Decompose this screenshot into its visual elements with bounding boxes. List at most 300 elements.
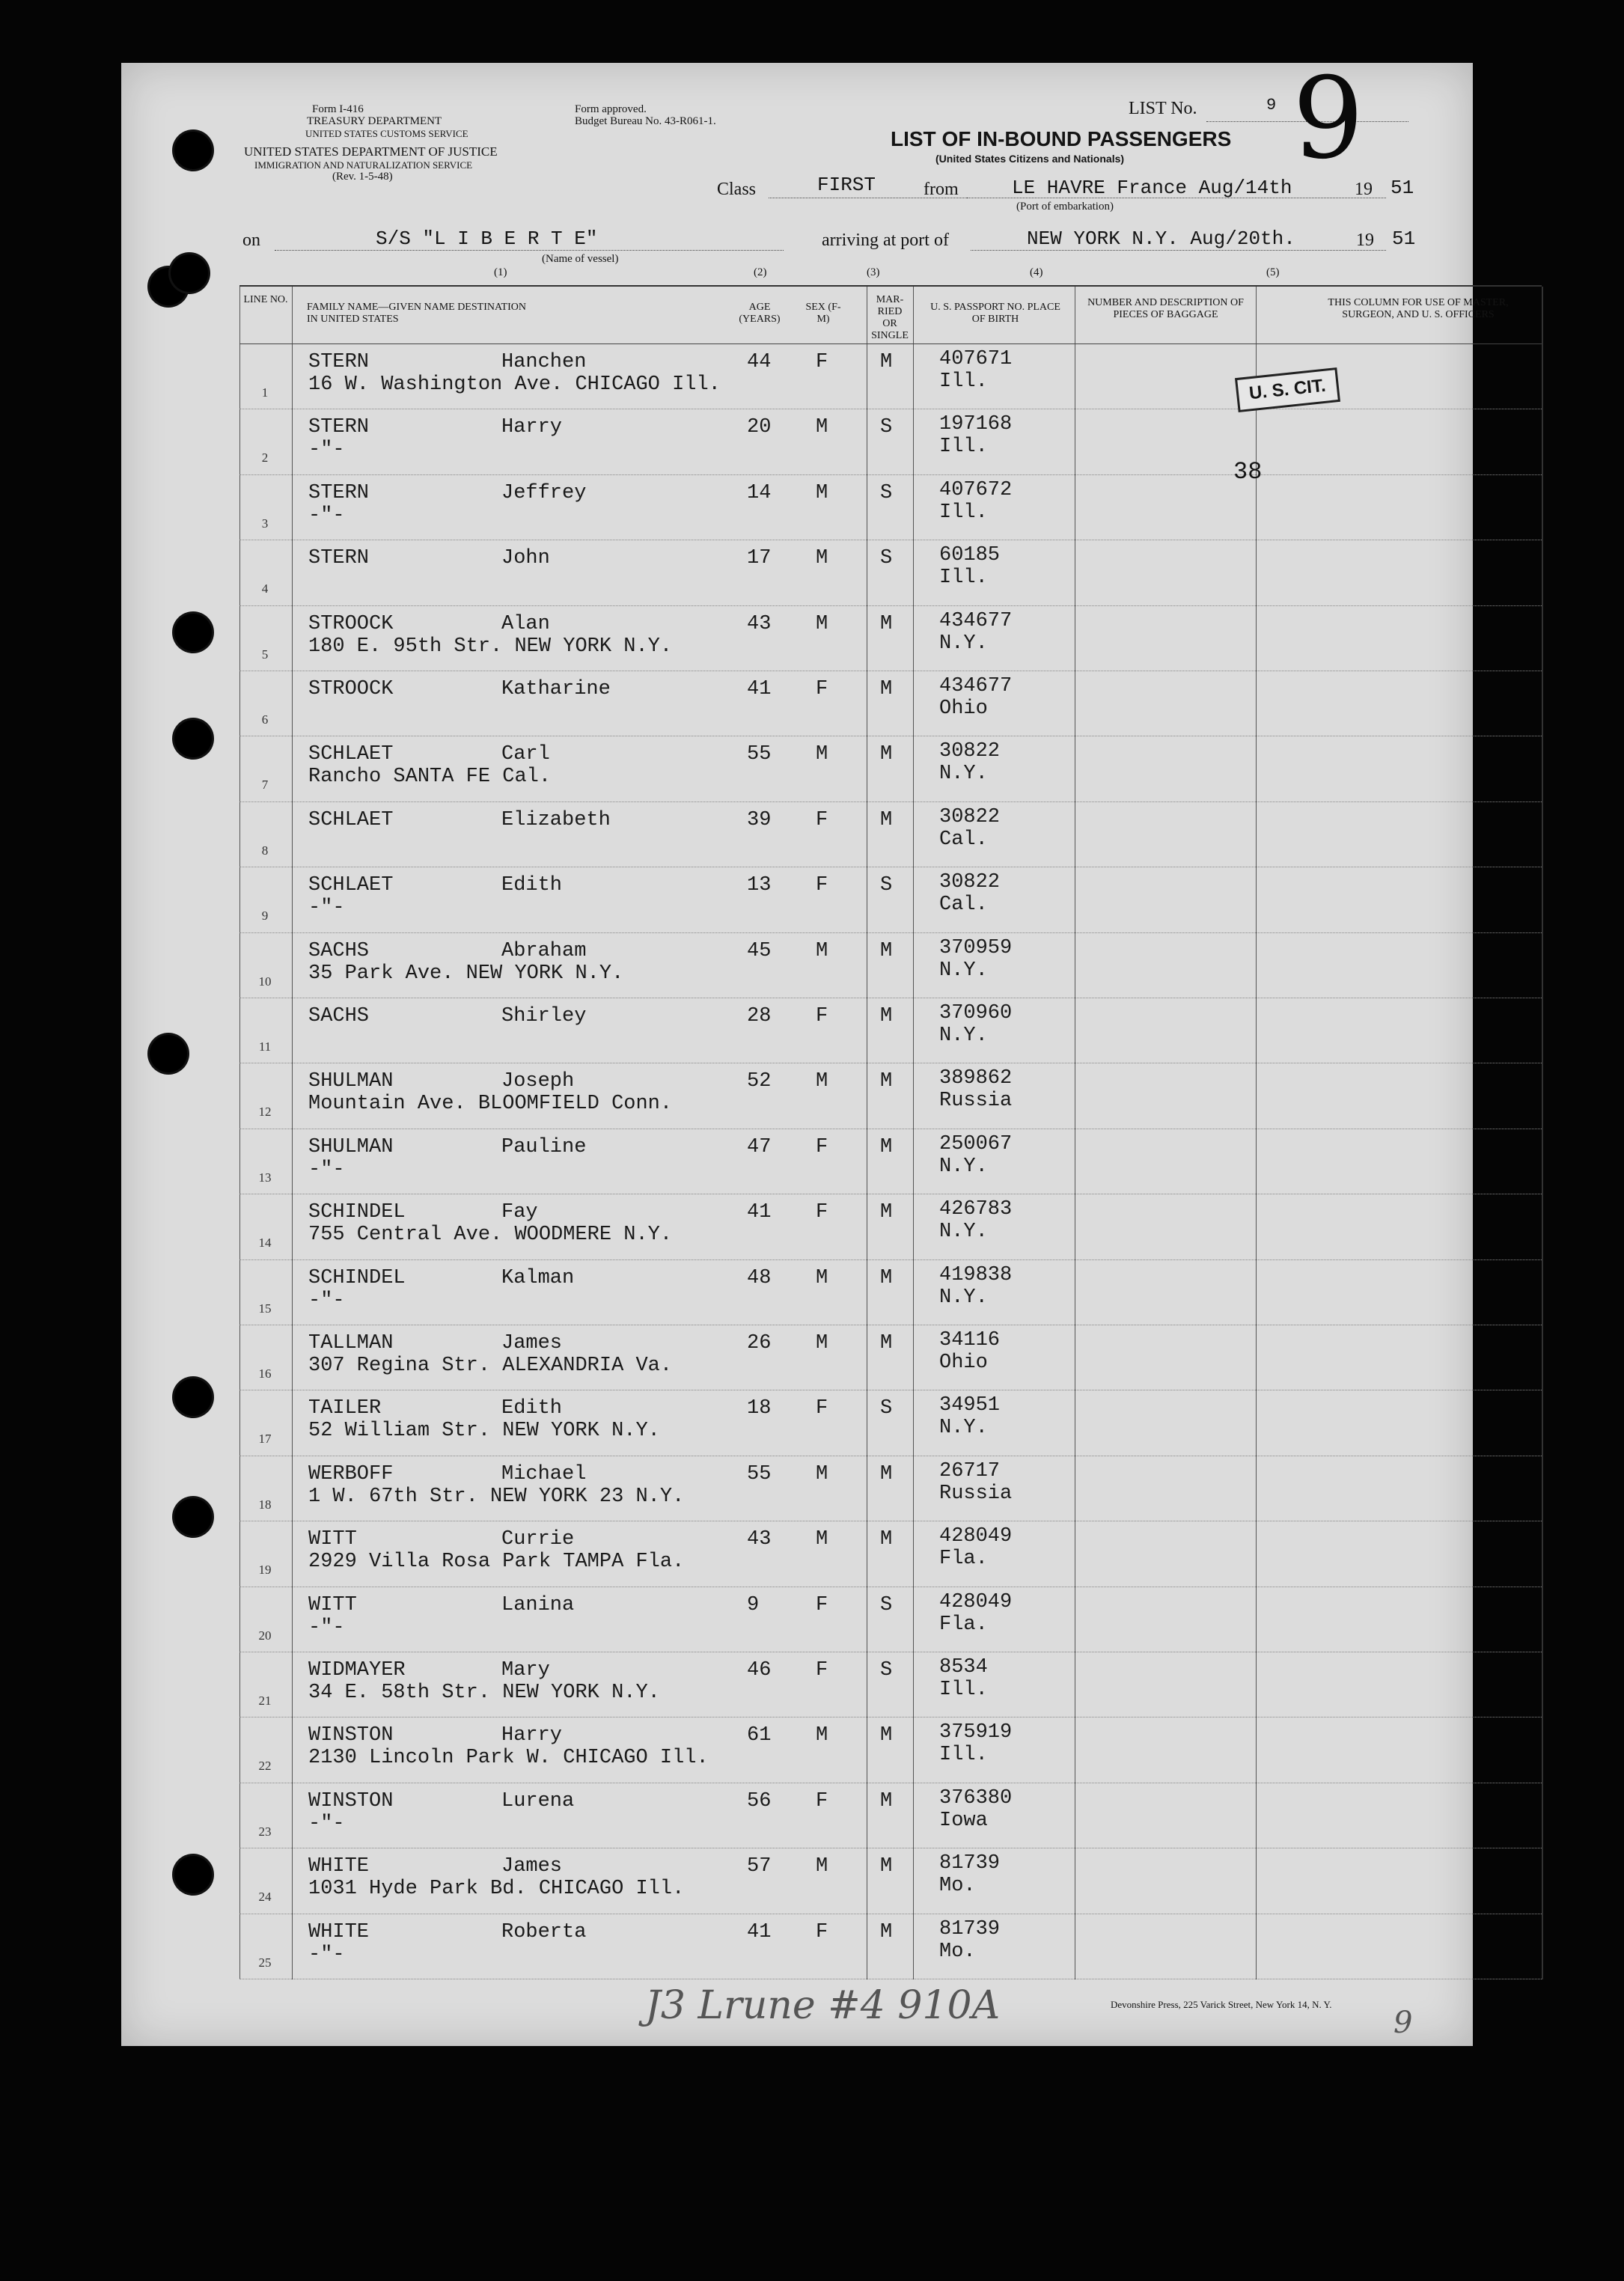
sex: M — [816, 939, 828, 962]
from-value: LE HAVRE France Aug/14th — [1012, 177, 1292, 199]
table-row — [239, 998, 1542, 1063]
marital-status: S — [880, 547, 893, 570]
passport-number: 34951 — [939, 1394, 1001, 1417]
printer-imprint: Devonshire Press, 225 Varick Street, New York 14, N. Y. — [1111, 1999, 1332, 2010]
table-row — [239, 1652, 1542, 1717]
passport-number: 8534 — [939, 1656, 988, 1679]
sex: M — [816, 1724, 828, 1747]
sex: F — [816, 678, 828, 700]
marital-status: M — [880, 1135, 893, 1158]
table-row — [239, 1848, 1542, 1913]
given-name: Lanina — [501, 1593, 575, 1616]
sex: F — [816, 1397, 828, 1420]
line-number: 3 — [261, 516, 269, 531]
binder-hole — [174, 614, 212, 651]
passport-number: 434677 — [939, 675, 1013, 697]
given-name: Michael — [501, 1462, 587, 1485]
passport-number: 81739 — [939, 1852, 1001, 1875]
destination: -"- — [308, 1616, 345, 1639]
age: 55 — [747, 1462, 772, 1485]
marital-status: M — [880, 1920, 893, 1943]
destination: Rancho SANTA FE Cal. — [308, 766, 552, 789]
place-of-birth: Mo. — [939, 1940, 976, 1963]
place-of-birth: Ill. — [939, 567, 988, 590]
col-line-no: LINE NO. — [243, 294, 288, 305]
binder-hole — [171, 254, 208, 292]
marital-status: S — [880, 874, 893, 897]
binder-hole — [174, 1378, 212, 1416]
given-name: Mary — [501, 1659, 550, 1682]
form-number: Form I-416 — [312, 103, 364, 115]
line-number: 4 — [261, 581, 269, 596]
sex: F — [816, 808, 828, 831]
marital-status: M — [880, 612, 893, 635]
manifest-page — [121, 54, 1509, 2046]
page-title: LIST OF IN-BOUND PASSENGERS — [891, 127, 1232, 150]
family-name: WITT — [308, 1528, 357, 1551]
colnum-3: (3) — [867, 266, 880, 278]
line-number: 16 — [258, 1367, 272, 1381]
table-row — [239, 605, 1542, 671]
given-name: Carl — [501, 743, 550, 766]
line-number: 9 — [261, 909, 269, 923]
sex: F — [816, 1920, 828, 1943]
place-of-birth: Russia — [939, 1482, 1013, 1505]
place-of-birth: Fla. — [939, 1548, 988, 1571]
port-embark-note: (Port of embarkation) — [1016, 201, 1114, 213]
passport-number: 370960 — [939, 1002, 1013, 1025]
table-row — [239, 1717, 1542, 1782]
sex: F — [816, 1135, 828, 1158]
from-label: from — [924, 180, 959, 199]
sex: F — [816, 1201, 828, 1224]
place-of-birth: Ill. — [939, 501, 988, 524]
list-no-small: 9 — [1266, 96, 1277, 114]
col-married: MAR-RIED OR SINGLE — [871, 294, 909, 341]
destination: 755 Central Ave. WOODMERE N.Y. — [308, 1224, 673, 1247]
sex: F — [816, 351, 828, 373]
table-row — [239, 1587, 1542, 1652]
sex: M — [816, 1462, 828, 1485]
col-sex: SEX (F-M) — [805, 302, 841, 325]
place-of-birth: Ohio — [939, 1352, 988, 1374]
sex: M — [816, 1266, 828, 1289]
given-name: Jeffrey — [501, 481, 587, 504]
from-year: 51 — [1391, 177, 1414, 199]
family-name: WHITE — [308, 1855, 370, 1878]
marital-status: S — [880, 1593, 893, 1616]
justice-dept: UNITED STATES DEPARTMENT OF JUSTICE — [244, 144, 498, 159]
line-number: 22 — [258, 1759, 272, 1774]
customs-service: UNITED STATES CUSTOMS SERVICE — [305, 128, 468, 139]
age: 9 — [747, 1593, 760, 1616]
destination: -"- — [308, 504, 345, 527]
place-of-birth: Cal. — [939, 828, 988, 851]
passport-number: 30822 — [939, 740, 1001, 763]
place-of-birth: Ohio — [939, 697, 988, 720]
destination: -"- — [308, 897, 345, 920]
given-name: Hanchen — [501, 351, 587, 373]
place-of-birth: N.Y. — [939, 959, 988, 982]
line-number: 25 — [258, 1955, 272, 1970]
table-row — [239, 343, 1542, 409]
destination: 2929 Villa Rosa Park TAMPA Fla. — [308, 1551, 685, 1574]
place-of-birth: N.Y. — [939, 1286, 988, 1309]
destination: -"- — [308, 1812, 345, 1835]
passport-number: 407671 — [939, 348, 1013, 370]
destination: -"- — [308, 439, 345, 462]
form-approved: Form approved. — [575, 103, 647, 115]
given-name: Edith — [501, 874, 563, 897]
sex: M — [816, 1070, 828, 1093]
ins-service: IMMIGRATION AND NATURALIZATION SERVICE — [254, 159, 473, 171]
given-name: Katharine — [501, 678, 611, 700]
family-name: SCHLAET — [308, 808, 394, 831]
place-of-birth: N.Y. — [939, 763, 988, 786]
age: 41 — [747, 678, 772, 700]
destination: 52 William Str. NEW YORK N.Y. — [308, 1420, 660, 1443]
given-name: Shirley — [501, 1005, 587, 1027]
given-name: Joseph — [501, 1070, 575, 1093]
given-name: John — [501, 547, 550, 570]
destination: -"- — [308, 1158, 345, 1181]
place-of-birth: Cal. — [939, 894, 988, 917]
destination: 2130 Lincoln Park W. CHICAGO Ill. — [308, 1747, 709, 1770]
arrive-year: 51 — [1392, 228, 1416, 250]
line-number: 11 — [258, 1039, 272, 1054]
line-number: 12 — [258, 1105, 272, 1120]
place-of-birth: Mo. — [939, 1875, 976, 1898]
class-label: Class — [717, 180, 757, 199]
place-of-birth: N.Y. — [939, 1417, 988, 1440]
officer-note: 38 — [1233, 458, 1263, 486]
destination: 1031 Hyde Park Bd. CHICAGO Ill. — [308, 1878, 685, 1901]
family-name: STERN — [308, 547, 370, 570]
sex: M — [816, 743, 828, 766]
table-row — [239, 1914, 1542, 1979]
table-row — [239, 671, 1542, 736]
age: 39 — [747, 808, 772, 831]
line-number: 2 — [261, 451, 269, 465]
sex: M — [816, 481, 828, 504]
col-officers: THIS COLUMN FOR USE OF MASTER, SURGEON, AND U. S. OFFICERS — [1328, 297, 1509, 320]
family-name: STERN — [308, 481, 370, 504]
family-name: WHITE — [308, 1920, 370, 1943]
age: 14 — [747, 481, 772, 504]
sex: F — [816, 874, 828, 897]
age: 56 — [747, 1789, 772, 1813]
given-name: Abraham — [501, 939, 587, 962]
marital-status: M — [880, 1201, 893, 1224]
place-of-birth: Ill. — [939, 1744, 988, 1767]
corner-page-number: 9 — [1393, 2006, 1413, 2040]
family-name: SHULMAN — [308, 1070, 394, 1093]
marital-status: M — [880, 743, 893, 766]
destination: Mountain Ave. BLOOMFIELD Conn. — [308, 1093, 673, 1116]
passport-number: 81739 — [939, 1917, 1001, 1940]
age: 41 — [747, 1201, 772, 1224]
class-value: FIRST — [817, 174, 876, 196]
marital-status: M — [880, 1855, 893, 1878]
table-row — [239, 801, 1542, 867]
place-of-birth: Ill. — [939, 436, 988, 459]
col-age: AGE (YEARS) — [739, 302, 781, 325]
line-number: 18 — [258, 1497, 272, 1512]
treasury-dept: TREASURY DEPARTMENT — [307, 115, 442, 127]
sex: M — [816, 1528, 828, 1551]
line-number: 15 — [258, 1301, 272, 1316]
destination: 34 E. 58th Str. NEW YORK N.Y. — [308, 1682, 660, 1704]
line-number: 19 — [258, 1563, 272, 1578]
age: 44 — [747, 351, 772, 373]
vessel-note: (Name of vessel) — [542, 253, 619, 265]
marital-status: M — [880, 1070, 893, 1093]
sex: M — [816, 612, 828, 635]
marital-status: S — [880, 481, 893, 504]
table-row — [239, 540, 1542, 605]
family-name: SACHS — [308, 939, 370, 962]
family-name: TAILER — [308, 1397, 382, 1420]
given-name: Lurena — [501, 1789, 575, 1813]
colnum-4: (4) — [1030, 266, 1043, 278]
binder-hole — [174, 1498, 212, 1536]
passport-number: 419838 — [939, 1263, 1013, 1286]
line-number: 8 — [261, 843, 269, 858]
age: 48 — [747, 1266, 772, 1289]
handwritten-annotation: J3 Lrune #4 910A — [645, 1983, 1001, 2028]
age: 43 — [747, 1528, 772, 1551]
marital-status: S — [880, 1397, 893, 1420]
destination: 1 W. 67th Str. NEW YORK 23 N.Y. — [308, 1485, 685, 1508]
family-name: WERBOFF — [308, 1462, 394, 1485]
list-no-big: 9 — [1292, 54, 1364, 184]
passport-number: 370959 — [939, 936, 1013, 959]
place-of-birth: Russia — [939, 1090, 1013, 1113]
family-name: STERN — [308, 416, 370, 439]
age: 47 — [747, 1135, 772, 1158]
line-number: 6 — [261, 712, 269, 727]
passport-number: 389862 — [939, 1067, 1013, 1090]
family-name: WINSTON — [308, 1789, 394, 1813]
passport-number: 30822 — [939, 871, 1001, 894]
table-row — [239, 1456, 1542, 1521]
sex: M — [816, 1855, 828, 1878]
budget-bureau: Budget Bureau No. 43-R061-1. — [575, 115, 716, 127]
given-name: Edith — [501, 1397, 563, 1420]
family-name: STROOCK — [308, 612, 394, 635]
revision: (Rev. 1-5-48) — [332, 171, 393, 183]
line-number: 20 — [258, 1628, 272, 1643]
sex: F — [816, 1659, 828, 1682]
col-passport: U. S. PASSPORT NO. PLACE OF BIRTH — [930, 302, 1060, 325]
place-of-birth: Ill. — [939, 1679, 988, 1701]
sex: F — [816, 1593, 828, 1616]
given-name: Harry — [501, 416, 563, 439]
table-row — [239, 1783, 1542, 1848]
destination: -"- — [308, 1943, 345, 1966]
place-of-birth: Ill. — [939, 370, 988, 393]
age: 43 — [747, 612, 772, 635]
place-of-birth: N.Y. — [939, 1221, 988, 1244]
given-name: Kalman — [501, 1266, 575, 1289]
sex: M — [816, 1332, 828, 1355]
passport-number: 434677 — [939, 609, 1013, 632]
family-name: WIDMAYER — [308, 1659, 406, 1682]
col-name: FAMILY NAME—GIVEN NAME DESTINATION IN UNITED STATES — [307, 302, 526, 325]
age: 45 — [747, 939, 772, 962]
table-row — [239, 409, 1542, 474]
given-name: Roberta — [501, 1920, 587, 1943]
marital-status: M — [880, 1724, 893, 1747]
destination: 180 E. 95th Str. NEW YORK N.Y. — [308, 635, 673, 658]
binder-hole — [174, 1856, 212, 1893]
family-name: WINSTON — [308, 1724, 394, 1747]
line-number: 23 — [258, 1824, 272, 1839]
marital-status: S — [880, 416, 893, 439]
line-number: 1 — [261, 385, 269, 400]
family-name: TALLMAN — [308, 1332, 394, 1355]
arrive-year-prefix: 19 — [1356, 230, 1374, 250]
family-name: SCHINDEL — [308, 1201, 406, 1224]
passenger-table — [239, 285, 1542, 1979]
table-row — [239, 474, 1542, 540]
family-name: STERN — [308, 351, 370, 373]
sex: M — [816, 547, 828, 570]
table-row — [239, 736, 1542, 801]
destination: -"- — [308, 1289, 345, 1312]
binder-hole — [150, 1035, 187, 1072]
passport-number: 26717 — [939, 1459, 1001, 1483]
age: 28 — [747, 1005, 772, 1027]
marital-status: M — [880, 351, 893, 373]
age: 20 — [747, 416, 772, 439]
marital-status: M — [880, 808, 893, 831]
destination: 35 Park Ave. NEW YORK N.Y. — [308, 962, 624, 985]
line-number: 7 — [261, 778, 269, 793]
line-number: 5 — [261, 647, 269, 662]
given-name: James — [501, 1855, 563, 1878]
arrival-port-date: NEW YORK N.Y. Aug/20th. — [1027, 228, 1295, 250]
age: 13 — [747, 874, 772, 897]
family-name: SHULMAN — [308, 1135, 394, 1158]
passport-number: 60185 — [939, 544, 1001, 567]
sex: F — [816, 1789, 828, 1813]
family-name: SCHINDEL — [308, 1266, 406, 1289]
line-number: 24 — [258, 1890, 272, 1905]
vessel-name: S/S "L I B E R T E" — [376, 228, 598, 250]
passport-number: 34116 — [939, 1329, 1001, 1352]
line-number: 10 — [258, 974, 272, 989]
us-citizen-stamp: U. S. CIT. — [1235, 367, 1340, 412]
age: 57 — [747, 1855, 772, 1878]
marital-status: M — [880, 1789, 893, 1813]
family-name: SACHS — [308, 1005, 370, 1027]
table-row — [239, 867, 1542, 932]
line-number: 21 — [258, 1694, 272, 1708]
arriving-label: arriving at port of — [822, 230, 949, 250]
place-of-birth: N.Y. — [939, 1025, 988, 1047]
page-subtitle: (United States Citizens and Nationals) — [935, 153, 1125, 165]
col-baggage: NUMBER AND DESCRIPTION OF PIECES OF BAGGAGE — [1087, 297, 1244, 320]
destination: 16 W. Washington Ave. CHICAGO Ill. — [308, 373, 721, 396]
place-of-birth: N.Y. — [939, 632, 988, 655]
line-number: 14 — [258, 1236, 272, 1251]
given-name: Elizabeth — [501, 808, 611, 831]
table-row — [239, 1063, 1542, 1128]
place-of-birth: Iowa — [939, 1809, 988, 1832]
from-year-prefix: 19 — [1355, 180, 1373, 199]
family-name: STROOCK — [308, 678, 394, 700]
colnum-2: (2) — [754, 266, 767, 278]
table-row — [239, 1129, 1542, 1194]
given-name: James — [501, 1332, 563, 1355]
age: 52 — [747, 1070, 772, 1093]
given-name: Fay — [501, 1201, 538, 1224]
table-row — [239, 1194, 1542, 1259]
sex: M — [816, 416, 828, 439]
sex: F — [816, 1005, 828, 1027]
marital-status: M — [880, 1005, 893, 1027]
line-number: 17 — [258, 1432, 272, 1447]
marital-status: M — [880, 1266, 893, 1289]
given-name: Currie — [501, 1528, 575, 1551]
passport-number: 428049 — [939, 1590, 1013, 1613]
table-row — [239, 932, 1542, 998]
place-of-birth: Fla. — [939, 1613, 988, 1636]
table-row — [239, 1390, 1542, 1455]
age: 18 — [747, 1397, 772, 1420]
list-no-label: LIST No. — [1129, 99, 1197, 118]
age: 46 — [747, 1659, 772, 1682]
passport-number: 197168 — [939, 413, 1013, 436]
marital-status: M — [880, 1462, 893, 1485]
age: 26 — [747, 1332, 772, 1355]
colnum-1: (1) — [494, 266, 507, 278]
colnum-5: (5) — [1266, 266, 1280, 278]
on-label: on — [242, 230, 260, 250]
given-name: Pauline — [501, 1135, 587, 1158]
table-row — [239, 1521, 1542, 1586]
family-name: WITT — [308, 1593, 357, 1616]
passport-number: 375919 — [939, 1721, 1013, 1744]
passport-number: 30822 — [939, 805, 1001, 828]
marital-status: S — [880, 1659, 893, 1682]
passport-number: 428049 — [939, 1525, 1013, 1548]
age: 61 — [747, 1724, 772, 1747]
table-row — [239, 1259, 1542, 1325]
binder-hole — [174, 132, 212, 169]
passport-number: 426783 — [939, 1198, 1013, 1221]
age: 41 — [747, 1920, 772, 1943]
passport-number: 407672 — [939, 478, 1013, 501]
passport-number: 376380 — [939, 1786, 1013, 1810]
age: 17 — [747, 547, 772, 570]
passport-number: 250067 — [939, 1132, 1013, 1155]
given-name: Harry — [501, 1724, 563, 1747]
place-of-birth: N.Y. — [939, 1155, 988, 1178]
binder-hole — [174, 720, 212, 757]
family-name: SCHLAET — [308, 743, 394, 766]
table-row — [239, 1325, 1542, 1390]
family-name: SCHLAET — [308, 874, 394, 897]
marital-status: M — [880, 1332, 893, 1355]
marital-status: M — [880, 1528, 893, 1551]
line-number: 13 — [258, 1170, 272, 1185]
destination: 307 Regina Str. ALEXANDRIA Va. — [308, 1355, 673, 1377]
marital-status: M — [880, 678, 893, 700]
age: 55 — [747, 743, 772, 766]
given-name: Alan — [501, 612, 550, 635]
